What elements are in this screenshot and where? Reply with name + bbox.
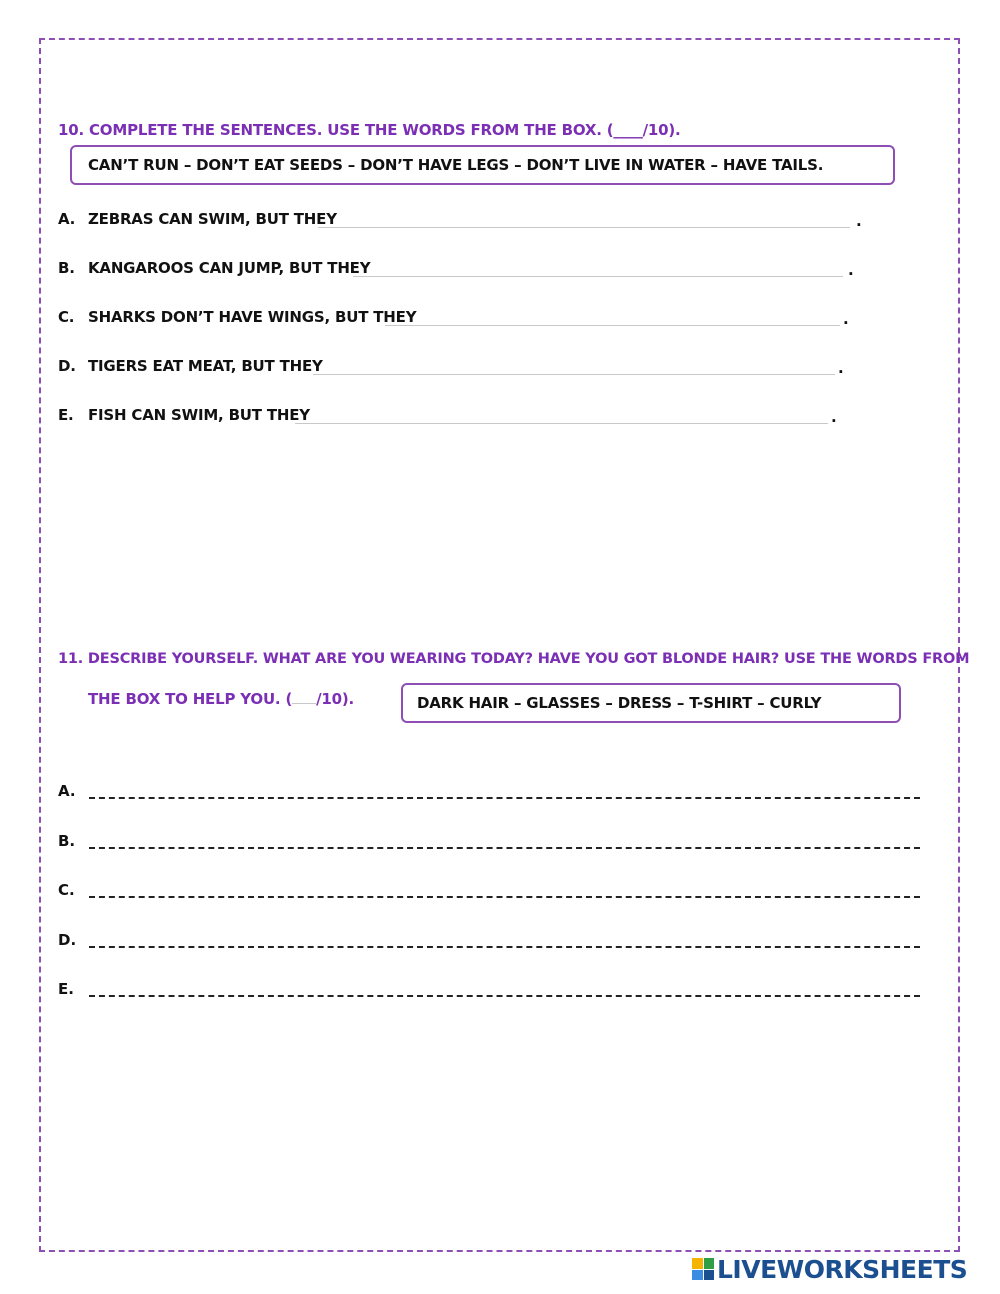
dashed-answer-line[interactable] — [89, 995, 920, 997]
liveworksheets-logo — [692, 1255, 967, 1283]
item-letter: E. — [58, 980, 74, 998]
sentence-row-a — [58, 210, 878, 232]
dashed-answer-line[interactable] — [89, 896, 920, 898]
writing-line-a[interactable] — [58, 782, 920, 804]
section-11-word-box-text: DARK HAIR – GLASSES – DRESS – T-SHIRT – CURLY — [417, 694, 822, 712]
sentence-row-c — [58, 308, 878, 330]
item-letter: A. — [58, 782, 76, 800]
writing-line-d[interactable] — [58, 931, 920, 953]
item-letter: D. — [58, 357, 76, 375]
writing-line-c[interactable] — [58, 881, 920, 903]
item-letter: D. — [58, 931, 77, 949]
sentence-row-b — [58, 259, 878, 281]
score-blank[interactable] — [292, 691, 316, 704]
sentence-period: . — [838, 359, 844, 377]
logo-square-yellow — [692, 1258, 703, 1269]
dashed-answer-line[interactable] — [89, 946, 920, 948]
item-letter: E. — [58, 406, 74, 424]
writing-line-b[interactable] — [58, 832, 920, 854]
item-letter: B. — [58, 832, 76, 850]
sentence-period: . — [843, 310, 849, 328]
sentence-period: . — [831, 408, 837, 426]
sentence-row-d — [58, 357, 878, 379]
sentence-text: TIGERS EAT MEAT, BUT THEY — [88, 357, 323, 375]
item-letter: C. — [58, 881, 75, 899]
writing-line-e[interactable] — [58, 980, 920, 1002]
sentence-period: . — [856, 212, 862, 230]
sentence-row-e — [58, 406, 878, 428]
section-11-title-line2 — [88, 690, 354, 708]
dashed-answer-line[interactable] — [89, 797, 920, 799]
sentence-text: FISH CAN SWIM, BUT THEY — [88, 406, 310, 424]
item-letter: A. — [58, 210, 76, 228]
answer-blank-d[interactable] — [313, 374, 835, 375]
section-11-word-box — [401, 683, 901, 723]
logo-text: LIVEWORKSHEETS — [717, 1254, 968, 1284]
sentence-text: ZEBRAS CAN SWIM, BUT THEY — [88, 210, 337, 228]
section-11-title-line1: 11. DESCRIBE YOURSELF. WHAT ARE YOU WEARING TODAY? HAVE YOU GOT BLONDE HAIR? USE THE WORDS FROM — [58, 651, 970, 667]
item-letter: B. — [58, 259, 75, 277]
item-letter: C. — [58, 308, 75, 326]
section-10-title: 10. COMPLETE THE SENTENCES. USE THE WORDS FROM THE BOX. (____/10). — [58, 121, 681, 139]
logo-square-blue — [692, 1270, 703, 1281]
section-10-word-box-text: CAN’T RUN – DON’T EAT SEEDS – DON’T HAVE LEGS – DON’T LIVE IN WATER – HAVE TAILS. — [88, 156, 824, 174]
logo-badge-icon — [692, 1258, 714, 1280]
section-11-title-line2-end: /10). — [316, 690, 355, 708]
answer-blank-c[interactable] — [385, 325, 840, 326]
section-11-title-line2-start: THE BOX TO HELP YOU. ( — [88, 690, 293, 708]
section-10-word-box — [70, 145, 895, 185]
dashed-answer-line[interactable] — [89, 847, 920, 849]
answer-blank-a[interactable] — [318, 227, 850, 228]
logo-square-navy — [704, 1270, 715, 1281]
sentence-text: KANGAROOS CAN JUMP, BUT THEY — [88, 259, 371, 277]
sentence-period: . — [848, 261, 854, 279]
logo-square-green — [704, 1258, 715, 1269]
answer-blank-b[interactable] — [353, 276, 843, 277]
sentence-text: SHARKS DON’T HAVE WINGS, BUT THEY — [88, 308, 417, 326]
answer-blank-e[interactable] — [295, 423, 828, 424]
